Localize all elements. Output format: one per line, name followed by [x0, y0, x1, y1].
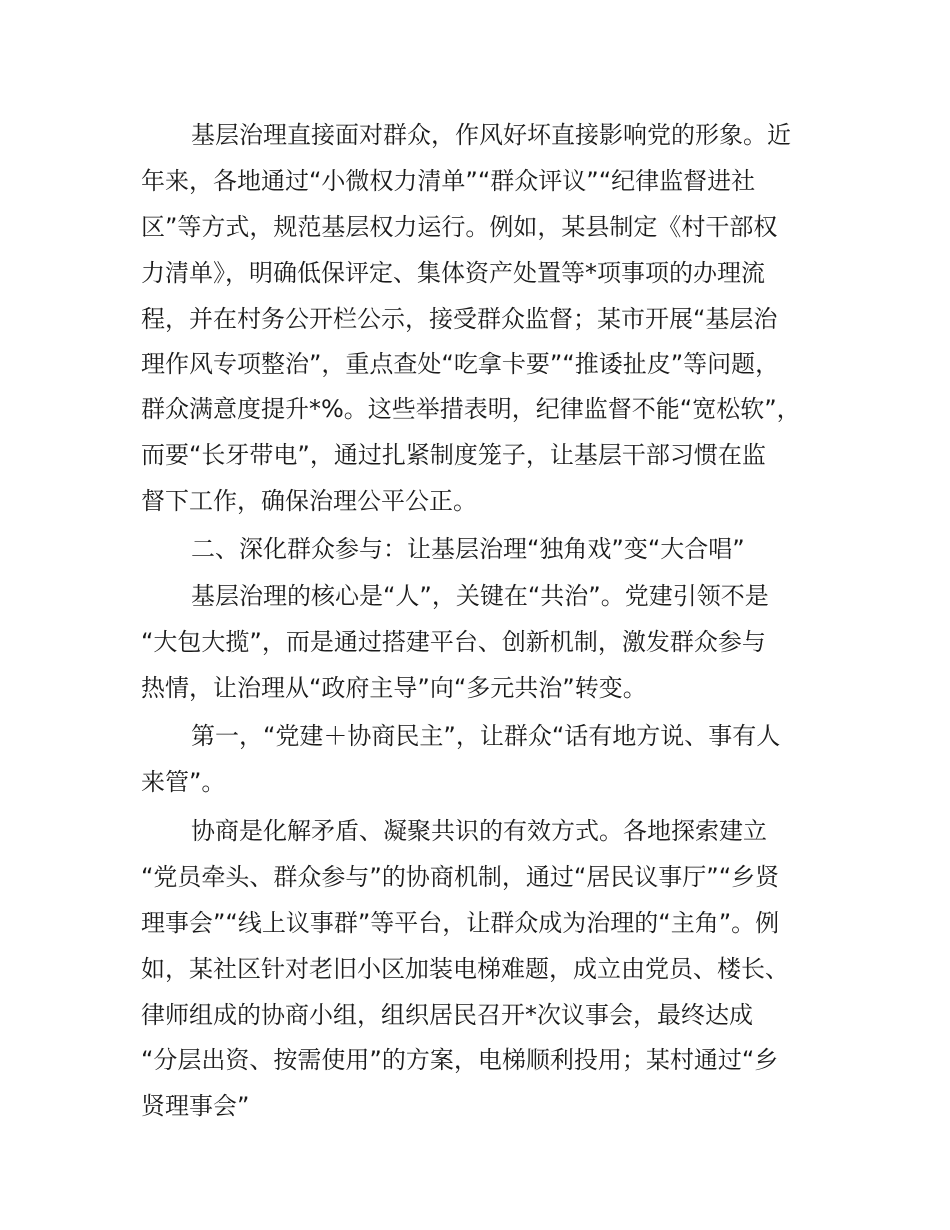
text-line: “党员牵头、群众参与”的协商机制，通过“居民议事厅”“乡贤	[141, 863, 780, 891]
text-line: 而要“长牙带电”，通过扎紧制度笼子，让基层干部习惯在监	[141, 441, 766, 469]
text-line: 如，某社区针对老旧小区加装电梯难题，成立由党员、楼长、	[141, 955, 789, 983]
text-line: “分层出资、按需使用”的方案，电梯顺利投用；某村通过“乡	[141, 1046, 779, 1074]
text-line: 基层治理的核心是“人”，关键在“共治”。党建引领不是	[191, 582, 769, 610]
text-line: 理作风专项整治”，重点查处“吃拿卡要”“推诿扯皮”等问题，	[141, 350, 780, 378]
text-line: 督下工作，确保治理公平公正。	[141, 487, 477, 515]
text-line: 基层治理直接面对群众，作风好坏直接影响党的形象。近	[191, 121, 791, 149]
text-line: 协商是化解矛盾、凝聚共识的有效方式。各地探索建立	[191, 817, 767, 845]
text-line: “大包大揽”，而是通过搭建平台、创新机制，激发群众参与	[141, 628, 766, 656]
text-line: 第一，“党建＋协商民主”，让群众“话有地方说、事有人	[191, 722, 781, 750]
text-line: 区”等方式，规范基层权力运行。例如，某县制定《村干部权	[141, 213, 778, 241]
text-line: 程，并在村务公开栏公示，接受群众监督；某市开展“基层治	[141, 305, 778, 333]
section-heading: 二、深化群众参与：让基层治理“独角戏”变“大合唱”	[191, 535, 745, 563]
text-line: 力清单》，明确低保评定、集体资产处置等*项事项的办理流	[141, 259, 765, 287]
text-line: 热情，让治理从“政府主导”向“多元共治”转变。	[141, 674, 647, 702]
text-line: 理事会”“线上议事群”等平台，让群众成为治理的“主角”。例	[141, 909, 780, 937]
text-line: 年来，各地通过“小微权力清单”“群众评议”“纪律监督进社	[141, 167, 756, 195]
text-line: 律师组成的协商小组，组织居民召开*次议事会，最终达成	[141, 1001, 753, 1029]
text-line: 贤理事会”	[141, 1092, 250, 1120]
text-line: 来管”。	[141, 768, 226, 796]
text-line: 群众满意度提升*%。这些举措表明，纪律监督不能“宽松软”，	[141, 395, 801, 423]
